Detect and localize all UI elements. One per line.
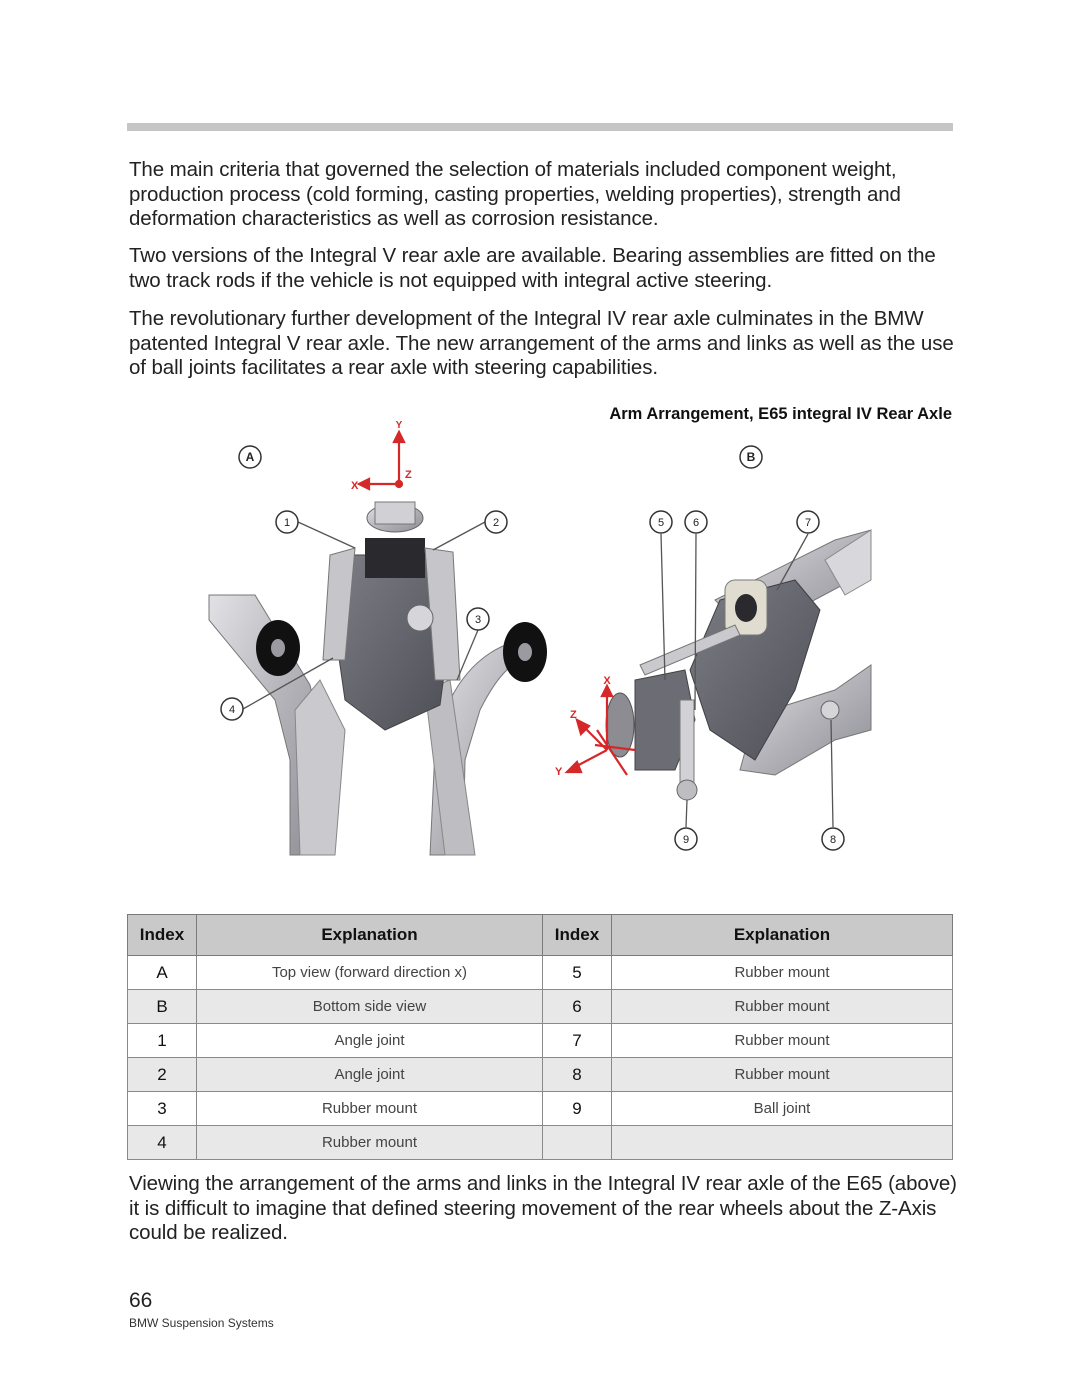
table-cell: 8 <box>543 1058 612 1092</box>
header-explanation-2: Explanation <box>612 915 953 956</box>
table-cell: B <box>128 990 197 1024</box>
ball-joint-9 <box>677 780 697 800</box>
table-cell: 6 <box>543 990 612 1024</box>
table-cell <box>612 1126 953 1160</box>
legend-header-row <box>128 915 953 956</box>
figure-title: Arm Arrangement, E65 integral IV Rear Axle <box>609 405 952 423</box>
table-cell: Rubber mount <box>612 1058 953 1092</box>
axis-a-y-label: Y <box>395 420 403 431</box>
table-cell: Rubber mount <box>612 956 953 990</box>
hub-flange <box>365 538 425 578</box>
hub-cap <box>375 502 415 524</box>
table-row <box>128 1058 953 1092</box>
table-cell: Ball joint <box>612 1092 953 1126</box>
paragraph-materials: The main criteria that governed the selection of materials included component weight, production process (cold forming, casting properties, welding properties), strength and deformation characteristics as well as corrosion resistance. <box>129 158 901 230</box>
table-cell: Angle joint <box>197 1024 543 1058</box>
callout-6: 6 <box>692 517 700 529</box>
table-cell: Rubber mount <box>197 1092 543 1126</box>
header-rule <box>127 123 953 131</box>
table-row <box>128 956 953 990</box>
mount-8 <box>821 701 839 719</box>
paragraph-versions: Two versions of the Integral V rear axle are available. Bearing assemblies are fitted on the two track rods if the vehicle is not equipped with integral active steering. <box>129 244 936 292</box>
table-row <box>128 1092 953 1126</box>
table-cell: 2 <box>128 1058 197 1092</box>
table-cell <box>543 1126 612 1160</box>
callout-2: 2 <box>492 517 500 529</box>
table-cell: 5 <box>543 956 612 990</box>
paragraph-viewing: Viewing the arrangement of the arms and links in the Integral IV rear axle of the E65 (above) it is difficult to imagine that defined steering movement of the rear wheels about the Z-Axis could be realized. <box>129 1172 957 1244</box>
table-cell: Top view (forward direction x) <box>197 956 543 990</box>
rubber-mount-left-core <box>271 639 285 657</box>
axis-indicator-a <box>359 432 404 489</box>
header-index-1: Index <box>128 915 197 956</box>
rear-axle-illustration <box>195 420 885 860</box>
axis-a-x-label: X <box>351 480 359 492</box>
legend-table <box>127 914 953 1160</box>
view-a-label: A <box>245 450 255 464</box>
callout-1: 1 <box>283 517 291 529</box>
axis-a-z-label: Z <box>405 469 412 481</box>
callout-4: 4 <box>228 704 236 716</box>
axis-b-z-label: Z <box>570 709 577 721</box>
spring-link-left <box>295 680 345 855</box>
callout-8: 8 <box>829 834 837 846</box>
header-index-2: Index <box>543 915 612 956</box>
table-cell: Rubber mount <box>612 1024 953 1058</box>
callout-5: 5 <box>657 517 665 529</box>
view-b-label: B <box>746 450 756 464</box>
header-explanation-1: Explanation <box>197 915 543 956</box>
rubber-mount-right-core <box>518 643 532 661</box>
document-title: BMW Suspension Systems <box>129 1316 274 1330</box>
table-row <box>128 990 953 1024</box>
axis-b-x-label: X <box>603 675 611 687</box>
table-cell: 1 <box>128 1024 197 1058</box>
table-row <box>128 1024 953 1058</box>
view-b <box>555 446 871 850</box>
axis-b-y-label: Y <box>555 766 563 778</box>
table-cell: 4 <box>128 1126 197 1160</box>
table-row <box>128 1126 953 1160</box>
paragraph-development: The revolutionary further development of the Integral IV rear axle culminates in the BMW patented Integral V rear axle. The new arrangement of the arms and links as well as the use of ball joints facilitates a rear axle with steering capabilities. <box>129 307 954 379</box>
table-cell: Bottom side view <box>197 990 543 1024</box>
callout-7: 7 <box>804 517 812 529</box>
table-cell: Rubber mount <box>612 990 953 1024</box>
view-a <box>209 420 547 855</box>
callout-3: 3 <box>474 614 482 626</box>
table-cell: A <box>128 956 197 990</box>
link-rod-9 <box>680 700 694 790</box>
table-cell: 7 <box>543 1024 612 1058</box>
page-number: 66 <box>129 1289 153 1312</box>
bushing-center <box>407 605 433 631</box>
table-cell: Rubber mount <box>197 1126 543 1160</box>
table-cell: Angle joint <box>197 1058 543 1092</box>
callout-9: 9 <box>682 834 690 846</box>
table-cell: 3 <box>128 1092 197 1126</box>
rubber-mount-7-core <box>735 594 757 622</box>
table-cell: 9 <box>543 1092 612 1126</box>
